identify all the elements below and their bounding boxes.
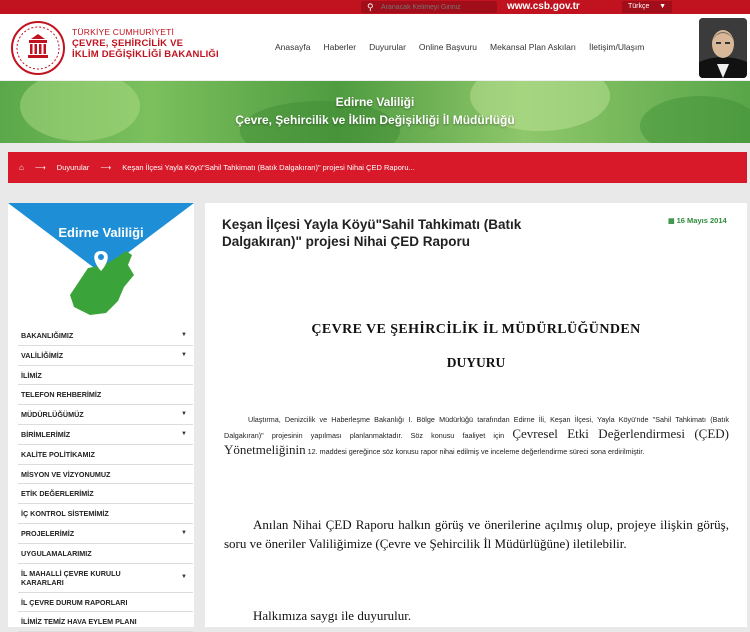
caret-down-icon: ▼ [181, 573, 187, 580]
sidebar-item-etik-degerlerimiz[interactable] [18, 484, 193, 504]
paragraph-text: 12. maddesi gereğince söz konusu rapor nihai edilmiş ve inceleme değerlendirme süreci sona erdirilmiştir. [305, 447, 645, 456]
sidebar-item-ilimiz[interactable] [18, 366, 193, 386]
sidebar-item-valiligimiz[interactable] [18, 346, 193, 366]
sidebar-item-projelerimiz[interactable] [18, 524, 193, 544]
sidebar-item-label: TELEFON REHBERİMİZ [21, 390, 102, 400]
sidebar-item-bakanligimiz[interactable] [18, 326, 193, 346]
calendar-icon: ▦ [668, 218, 675, 225]
article-date [668, 216, 727, 225]
sidebar-item-label: PROJELERİMİZ [21, 528, 75, 538]
sidebar-item-il-mahalli-cevre-kurulu[interactable] [18, 564, 193, 593]
sidebar-item-label: MİSYON VE VİZYONUMUZ [21, 469, 111, 479]
announcement-closing: Halkımıza saygı ile duyurulur. [253, 608, 412, 623]
hero-banner [0, 81, 750, 143]
caret-down-icon: ▼ [181, 430, 187, 437]
sidebar-menu [18, 326, 193, 632]
home-icon[interactable]: ⌂ [19, 163, 24, 172]
nav-item-haberler[interactable]: Haberler [323, 42, 357, 52]
sidebar-item-label: BİRİMLERİMİZ [21, 429, 71, 439]
sidebar-item-label: İL ÇEVRE DURUM RAPORLARI [21, 597, 128, 607]
sidebar-item-il-cevre-durum-raporlari[interactable] [18, 593, 193, 613]
sidebar-item-kalite-politikamiz[interactable] [18, 445, 193, 465]
site-link[interactable]: www.csb.gov.tr [507, 1, 580, 12]
sidebar-item-label: KALİTE POLİTİKAMIZ [21, 449, 95, 459]
sidebar-item-ic-kontrol[interactable] [18, 504, 193, 524]
sidebar-item-label: BAKANLIĞIMIZ [21, 331, 74, 340]
ministry-name[interactable] [72, 27, 219, 60]
search-box[interactable] [361, 1, 497, 13]
sidebar-item-birimlerimiz[interactable] [18, 425, 193, 445]
caret-down-icon: ▼ [181, 351, 187, 358]
article-panel [205, 203, 747, 627]
nav-item-duyurular[interactable]: Duyurular [369, 42, 406, 52]
ministry-logo[interactable] [10, 20, 66, 76]
sidebar-item-uygulamalarimiz[interactable] [18, 544, 193, 564]
top-bar [0, 0, 750, 14]
sidebar-item-label: İLİMİZ [21, 370, 42, 380]
sidebar-item-label: ETİK DEĞERLERİMİZ [21, 489, 94, 499]
announcement-heading: ÇEVRE VE ŞEHİRCİLİK İL MÜDÜRLÜĞÜNDEN [311, 322, 641, 337]
nav-item-online-basvuru[interactable]: Online Başvuru [418, 42, 478, 52]
language-label: Türkçe [628, 3, 650, 10]
sidebar-item-label: MÜDÜRLÜĞÜMÜZ [21, 410, 84, 420]
caret-down-icon: ▼ [181, 411, 187, 418]
sidebar-item-telefon-rehberimiz[interactable] [18, 385, 193, 405]
edirne-province-graphic [8, 203, 194, 320]
breadcrumb [8, 152, 747, 183]
site-header [0, 14, 750, 81]
nav-item-mekansal-plan[interactable]: Mekansal Plan Askıları [490, 42, 577, 52]
sidebar-item-label: UYGULAMALARIMIZ [21, 548, 92, 558]
banner-title: Edirne Valiliği [335, 95, 415, 109]
nav-item-iletisim[interactable]: İletişim/Ulaşım [589, 42, 645, 52]
sidebar-heading: Edirne Valiliği [58, 225, 144, 240]
article-title: Keşan İlçesi Yayla Köyü"Sahil Tahkimatı (Batık Dalgakıran)" projesi Nihai ÇED Raporu [222, 217, 522, 249]
sidebar-item-mudurlugumuz[interactable] [18, 405, 193, 425]
sidebar-item-temiz-hava-eylem-plani[interactable] [18, 612, 193, 632]
arrow-right-icon: ⟶ [34, 163, 46, 172]
sidebar-item-misyon-vizyon[interactable] [18, 465, 193, 485]
language-select[interactable] [622, 1, 672, 13]
paragraph-text-emphasis: Çevresel Etki Değerlendirmesi (ÇED) Yönetmeliğinin [224, 426, 730, 457]
article-date-text: 16 Mayıs 2014 [676, 216, 727, 225]
banner-foliage [20, 81, 140, 141]
nav-item-anasayfa[interactable]: Anasayfa [275, 42, 311, 52]
sidebar-item-label: İL MAHALLİ ÇEVRE KURULU KARARLARI [21, 568, 121, 587]
ataturk-portrait [699, 18, 747, 78]
chevron-down-icon: ▼ [659, 3, 666, 10]
paragraph-text: Ulaştırma, Denizcilik ve Haberleşme Bakanlığı I. Bölge Müdürlüğü tarafından Edirne İli, Keşan İlçesi, Yayla Köyü'nde "Sahil Tahkimatı (Batık Dalgakıran)" projesinin yapılması planlanmaktadır. Söz konusu faaliyet için [224, 415, 729, 440]
banner-subtitle: Çevre, Şehircilik ve İklim Değişikliği İl Müdürlüğü [235, 113, 515, 127]
sidebar [8, 203, 194, 627]
announcement-paragraph-2: Anılan Nihai ÇED Raporu halkın görüş ve önerilerine açılmış olup, projeye ilişkin görüş, soru ve öneriler Valiliğimize (Çevre ve Şehircilik İl Müdürlüğüne) iletilebilir. [224, 517, 729, 551]
sidebar-item-label: İÇ KONTROL SİSTEMİMİZ [21, 509, 109, 519]
breadcrumb-section[interactable]: Duyurular [56, 163, 90, 172]
ministry-line-2: ÇEVRE, ŞEHİRCİLİK VE [72, 38, 184, 49]
ministry-line-3: İKLİM DEĞİŞİKLİĞİ BAKANLIĞI [72, 49, 219, 60]
search-input[interactable] [381, 1, 493, 13]
sidebar-item-label: VALİLİĞİMİZ [21, 350, 64, 360]
sidebar-item-label: İLİMİZ TEMİZ HAVA EYLEM PLANI [21, 617, 137, 627]
ministry-line-1: TÜRKİYE CUMHURİYETİ [72, 27, 175, 37]
search-icon[interactable]: ⚲ [367, 2, 374, 12]
caret-down-icon: ▼ [181, 332, 187, 338]
caret-down-icon: ▼ [181, 529, 187, 536]
breadcrumb-current: Keşan İlçesi Yayla Köyü"Sahil Tahkimatı (Batık Dalgakıran)" projesi Nihai ÇED Raporu... [122, 163, 415, 172]
arrow-right-icon: ⟶ [100, 163, 112, 172]
main-nav [275, 42, 657, 52]
announcement-subheading: DUYURU [446, 355, 506, 370]
announcement-paragraph-1 [224, 413, 729, 459]
